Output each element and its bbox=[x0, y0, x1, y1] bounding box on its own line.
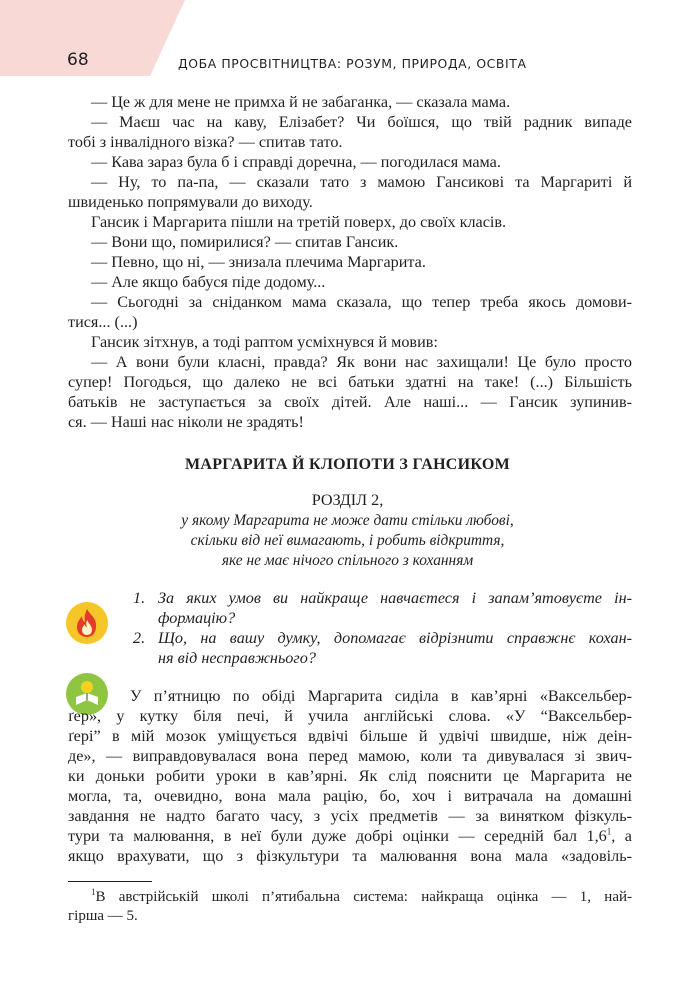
dialogue-line: — Кава зараз була б і справді доречна, — погодилася мама. bbox=[91, 153, 501, 171]
dialogue-line: тися... (...) bbox=[68, 313, 138, 331]
question-line: формацію? bbox=[158, 609, 236, 627]
body-line: якщо врахувати, що з фізкультури та малювання вона мала «задовіль- bbox=[68, 847, 632, 865]
fire-icon bbox=[66, 602, 108, 644]
body-line: У п’ятницю по обіді Маргарита сиділа в кав’ярні «Ваксельбер- bbox=[130, 687, 632, 705]
question-number: 2. bbox=[133, 629, 146, 647]
chapter-heading: РОЗДІЛ 2, bbox=[311, 491, 384, 509]
dialogue-line: батьків не заступається за своїх дітей. Але наші... — Гансик зупинив- bbox=[68, 393, 632, 411]
page-number: 68 bbox=[67, 50, 89, 70]
dialogue-line: Гансик зітхнув, а тоді раптом усміхнувся й мовив: bbox=[91, 333, 438, 351]
question-number: 1. bbox=[133, 589, 146, 607]
body-line: могла, та, очевидно, вона мала рацію, бо, хоч і витрачала на домашні bbox=[68, 787, 632, 805]
dialogue-line: — Вони що, помирилися? — спитав Гансик. bbox=[91, 233, 399, 251]
footnote-marker: 1 bbox=[91, 887, 96, 897]
chapter-subtitle-line: у якому Маргарита не може дати стільки любові, bbox=[181, 512, 514, 529]
body-line-text: тури та малювання, в неї були дуже добрі оцінки — середній бал 1,6 bbox=[68, 827, 607, 845]
dialogue-line: — Певно, що ні, — знизала плечима Маргарита. bbox=[91, 253, 426, 271]
body-line: ґер», у кутку біля печі, й учила англійські слова. «У “Ваксельбер- bbox=[68, 707, 632, 725]
body-line-tail: , а bbox=[611, 827, 632, 845]
footnote-line: гірша — 5. bbox=[68, 908, 138, 924]
question-line: Що, на вашу думку, допомагає відрізнити справжнє кохан- bbox=[158, 629, 632, 647]
body-line: ґері” в мій мозок уміщується вдвічі більше й удвічі швидше, ніж деін- bbox=[68, 727, 632, 745]
question-line: За яких умов ви найкраще навчаєтеся і запам’ятовуєте ін- bbox=[158, 589, 632, 607]
dialogue-line: — Ну, то па-па, — сказали тато з мамою Гансикові та Маргариті й bbox=[91, 173, 632, 191]
dialogue-line: ся. — Наші нас ніколи не зрадять! bbox=[68, 413, 304, 431]
running-head: ДОБА ПРОСВІТНИЦТВА: РОЗУМ, ПРИРОДА, ОСВІТА bbox=[178, 56, 527, 71]
dialogue-line: — Сьогодні за сніданком мама сказала, що тепер треба якось домови- bbox=[91, 293, 632, 311]
dialogue-line: — Маєш час на каву, Елізабет? Чи боїшся, що твій радник випаде bbox=[91, 113, 632, 131]
body-line bbox=[68, 826, 632, 846]
body-line: завдання не надто багато часу, з усіх предметів — за винятком фізкуль- bbox=[68, 807, 632, 825]
dialogue-line: тобі з інвалідного візка? — спитав тато. bbox=[68, 133, 343, 151]
body-line: де», — виправдовувалася вона перед мамою, коли та дивувалася зі звич- bbox=[68, 747, 632, 765]
footnote-text: В австрійській школі п’ятибальна система: найкраща оцінка — 1, най- bbox=[95, 889, 632, 905]
chapter-subtitle-line: яке не має нічого спільного з коханням bbox=[221, 552, 474, 569]
dialogue-line: — Але якщо бабуся піде додому... bbox=[91, 273, 326, 291]
body-line: ки доньки робити уроки в кав’ярні. Як слід пояснити це Маргарита не bbox=[68, 767, 632, 785]
footnote-reference: 1 bbox=[606, 826, 612, 837]
dialogue-line: швиденько попрямували до виходу. bbox=[68, 193, 313, 211]
footnote-divider bbox=[68, 881, 152, 882]
dialogue-line: супер! Погодься, що далеко не всі батьки здатні на таке! (...) Більшість bbox=[68, 373, 632, 391]
dialogue-line: — Це ж для мене не примха й не забаганка, — сказала мама. bbox=[91, 93, 511, 111]
section-title: МАРГАРИТА Й КЛОПОТИ З ГАНСИКОМ bbox=[184, 456, 511, 473]
chapter-subtitle-line: скільки від неї вимагають, і робить відкриття, bbox=[190, 532, 505, 549]
dialogue-line: Гансик і Маргарита пішли на третій поверх, до своїх класів. bbox=[91, 213, 507, 231]
question-line: ня від несправжнього? bbox=[158, 649, 316, 667]
dialogue-line: — А вони були класні, правда? Як вони нас захищали! Це було просто bbox=[91, 353, 632, 371]
corner-decoration bbox=[0, 0, 185, 76]
footnote-line bbox=[91, 889, 632, 906]
